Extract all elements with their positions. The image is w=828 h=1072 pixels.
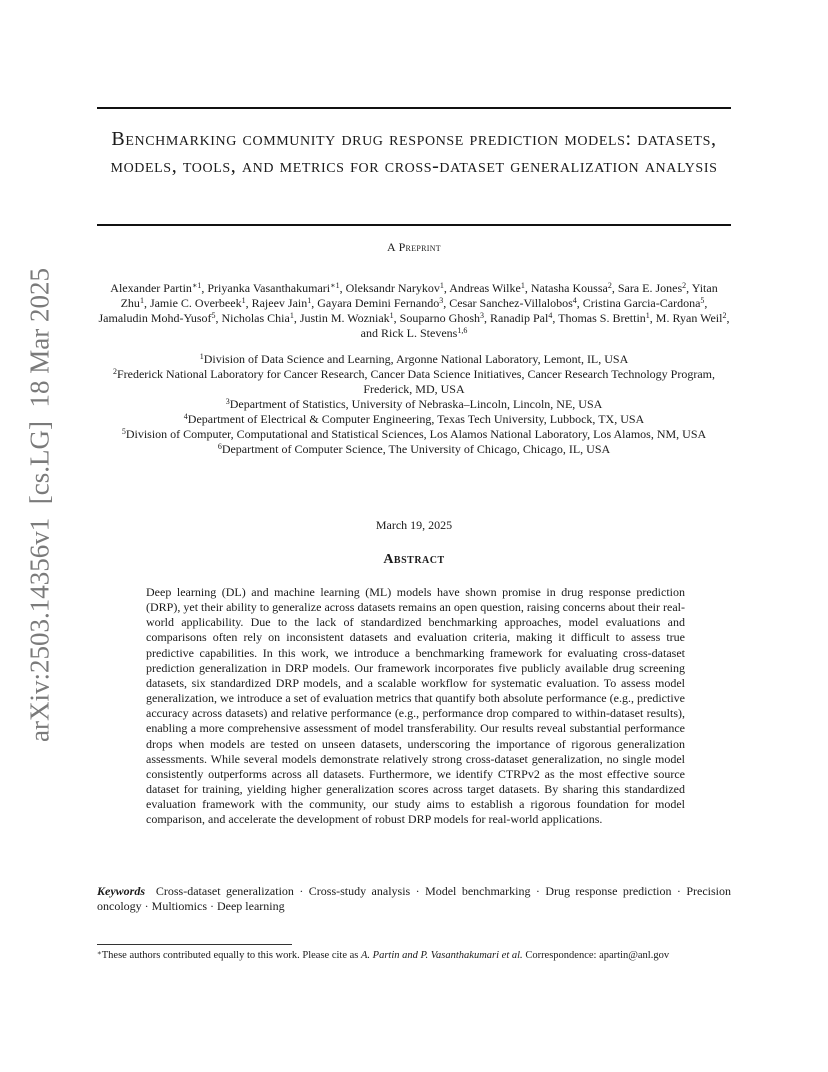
author-affiliation-marker: 4 — [548, 311, 553, 320]
affiliation-number: 2 — [112, 367, 117, 376]
author-affiliation-marker: 1 — [241, 296, 246, 305]
affiliation-text: Department of Computer Science, The University of Chicago, Chicago, IL, USA — [221, 442, 611, 456]
author-separator: , — [311, 296, 318, 310]
affiliation-line — [97, 367, 731, 397]
author-name: Nicholas Chia — [221, 311, 290, 325]
author-name: Cristina Garcia-Cardona — [582, 296, 701, 310]
affiliation-line — [97, 397, 731, 412]
publication-date: March 19, 2025 — [375, 518, 453, 532]
author-separator: , — [686, 281, 692, 295]
affiliation-line — [97, 427, 731, 442]
author-name: Souparno Ghosh — [399, 311, 480, 325]
footnote-rule — [97, 944, 292, 945]
author-name: Cesar Sanchez-Villalobos — [449, 296, 573, 310]
author-separator: , — [611, 281, 618, 295]
author-separator: , — [524, 281, 531, 295]
affiliation-number: 3 — [225, 397, 230, 406]
author-name: Justin M. Wozniak — [299, 311, 390, 325]
preprint-label: A Preprint — [386, 240, 441, 254]
footnote — [97, 949, 731, 963]
author-separator: , — [143, 296, 150, 310]
author-name: Rick L. Stevens — [381, 326, 458, 340]
arxiv-identifier-stamp: arXiv:2503.14356v1 [cs.LG] 18 Mar 2025 — [24, 268, 55, 742]
author-affiliation-marker: 1 — [307, 296, 312, 305]
author-affiliation-marker: 1,6 — [457, 326, 468, 335]
author-separator: , — [201, 281, 208, 295]
author-name: Jamaludin Mohd-Yusof — [98, 311, 212, 325]
author-name: Ranadip Pal — [490, 311, 549, 325]
author-separator: , — [339, 281, 346, 295]
author-separator: , — [293, 311, 300, 325]
affiliation-text: Frederick National Laboratory for Cancer Research, Cancer Data Science Initiatives, Cancer Research Technology Program, Frederick, MD, USA — [116, 367, 716, 396]
author-name: Priyanka Vasanthakumari — [207, 281, 331, 295]
affiliation-list — [97, 352, 731, 457]
author-separator: , — [393, 311, 400, 325]
author-name: Thomas S. Brettin — [558, 311, 646, 325]
affiliation-text: Department of Electrical & Computer Engineering, Texas Tech University, Lubbock, TX, USA — [187, 412, 645, 426]
author-separator: , — [484, 311, 490, 325]
affiliation-number: 5 — [121, 427, 126, 436]
author-affiliation-marker: 4 — [572, 296, 577, 305]
affiliation-text: Department of Statistics, University of Nebraska–Lincoln, Lincoln, NE, USA — [229, 397, 603, 411]
keywords-section — [97, 884, 731, 914]
paper-title: Benchmarking community drug response prediction models: datasets, models, tools, and metrics for cross-dataset generalization analysis — [110, 128, 718, 177]
author-separator: , — [215, 311, 222, 325]
author-separator: , — [649, 311, 656, 325]
author-separator: , — [704, 296, 708, 310]
affiliation-number: 6 — [217, 442, 222, 451]
affiliation-text: Division of Data Science and Learning, Argonne National Laboratory, Lemont, IL, USA — [203, 352, 629, 366]
footnote-text: These authors contributed equally to this work. Please cite as — [101, 950, 361, 961]
affiliation-line — [97, 352, 731, 367]
author-affiliation-marker: 3 — [439, 296, 444, 305]
author-separator: , — [443, 296, 450, 310]
author-affiliation-marker: 1 — [289, 311, 294, 320]
author-affiliation-marker: 5 — [211, 311, 216, 320]
author-affiliation-marker: 1 — [439, 281, 444, 290]
footnote-correspondence: Correspondence: apartin@anl.gov — [522, 950, 670, 961]
footnote-marker: ∗ — [97, 949, 102, 957]
abstract-heading: Abstract — [383, 552, 445, 567]
author-affiliation-marker: 2 — [607, 281, 612, 290]
author-separator: , — [245, 296, 252, 310]
author-affiliation-marker: 1 — [520, 281, 525, 290]
author-affiliation-marker: 3 — [480, 311, 484, 320]
author-name: Oleksandr Narykov — [345, 281, 440, 295]
author-name: M. Ryan Weil — [655, 311, 723, 325]
author-name: Rajeev Jain — [251, 296, 308, 310]
affiliation-line — [97, 442, 731, 457]
author-separator: , — [443, 281, 450, 295]
affiliation-number: 4 — [183, 412, 188, 421]
affiliation-text: Division of Computer, Computational and Statistical Sciences, Los Alamos National Laboratory, Los Alamos, NM, USA — [125, 427, 707, 441]
author-name: Andreas Wilke — [449, 281, 521, 295]
author-separator: , — [552, 311, 559, 325]
author-name: Yitan Zhu — [120, 281, 718, 310]
author-affiliation-marker: 1 — [389, 311, 394, 320]
keywords-list: Cross-dataset generalization · Cross-study analysis · Model benchmarking · Drug response prediction · Precision oncology · Multiomics · Deep learning — [97, 884, 732, 913]
author-affiliation-marker: 1 — [139, 296, 144, 305]
author-affiliation-marker: 1 — [645, 311, 650, 320]
affiliation-number: 1 — [199, 352, 204, 361]
author-name: Alexander Partin — [110, 281, 192, 295]
author-separator: , — [576, 296, 583, 310]
author-name: Natasha Koussa — [530, 281, 608, 295]
author-name: Gayara Demini Fernando — [317, 296, 440, 310]
keywords-label: Keywords — [97, 884, 145, 898]
abstract-text: Deep learning (DL) and machine learning (ML) models have shown promise in drug response prediction (DRP), yet their ability to generalize across datasets remains an open question, raising concerns about their real-world applicability. Due to the lack of standardized benchmarking approaches, model evaluations and comparisons often rely on inconsistent datasets and evaluation criteria, making it difficult to assess true predictive capabilities. In this work, we introduce a benchmarking framework for evaluating cross-dataset prediction generalization in DRP models. Our framework incorporates five publicly available drug screening datasets, six standardized DRP models, and a scalable workflow for systematic evaluation. To assess model generalization, we introduce a set of evaluation metrics that quantify both absolute performance (e.g., predictive accuracy across datasets) and relative performance (e.g., performance drop compared to within-dataset results), enabling a more comprehensive assessment of model transferability. Our results reveal substantial performance drops when models are tested on unseen datasets, underscoring the importance of rigorous generalization assessments. While several models demonstrate relatively strong cross-dataset generalization, no single model consistently outperforms across all datasets. Furthermore, we identify CTRPv2 as the most effective source dataset for training, yielding higher generalization scores across target datasets. By sharing this standardized evaluation framework with the community, our study aims to establish a rigorous foundation for model comparison, and accelerate the development of robust DRP models for real-world applications. — [146, 585, 685, 827]
author-name: Sara E. Jones — [617, 281, 683, 295]
author-affiliation-marker: 5 — [700, 296, 705, 305]
footnote-cite-as: A. Partin and P. Vasanthakumari et al. — [361, 950, 523, 961]
author-affiliation-marker: 2 — [722, 311, 727, 320]
author-name: Jamie C. Overbeek — [149, 296, 242, 310]
affiliation-line — [97, 412, 731, 427]
title-top-rule — [97, 107, 731, 109]
author-list — [97, 281, 731, 341]
author-separator: , and — [360, 311, 730, 340]
author-affiliation-marker: ∗1 — [191, 281, 202, 290]
author-affiliation-marker: ∗1 — [330, 281, 340, 290]
author-affiliation-marker: 2 — [682, 281, 687, 290]
title-bottom-rule — [97, 224, 731, 226]
